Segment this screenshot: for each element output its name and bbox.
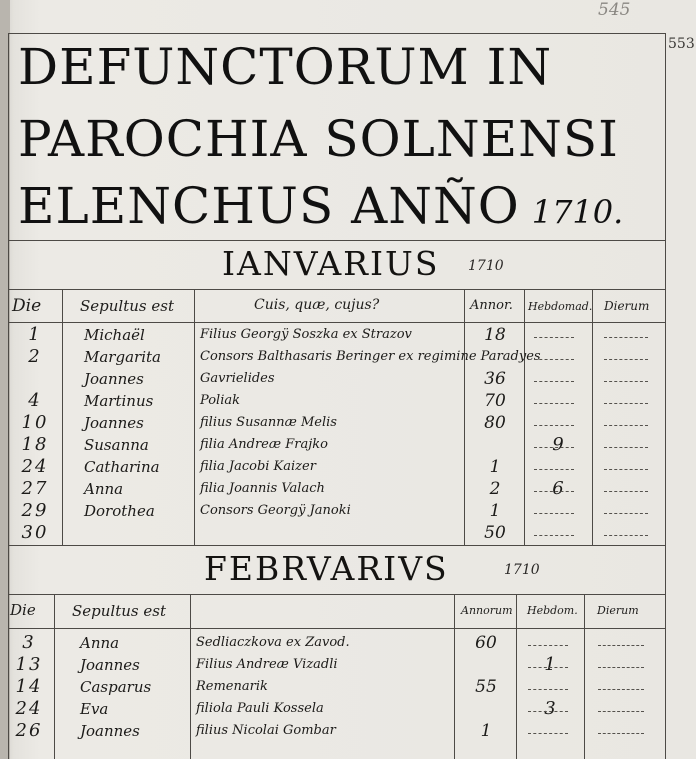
name-cell: Joannes [80,656,140,674]
table-row [0,346,696,368]
description-cell: filiola Pauli Kossela [196,701,324,716]
dash-filler [598,645,644,646]
table-row [0,390,696,412]
dash-filler [534,513,574,514]
feb-header-bottom-line [8,628,666,629]
name-cell: Casparus [80,678,152,696]
hebdomadarum-cell: 6 [552,478,564,499]
day-cell: 2 [28,346,42,367]
feb-header-sepultus: Sepultus est [72,602,166,620]
name-cell: Anna [80,634,120,652]
table-row [0,434,696,456]
dash-filler [528,645,568,646]
annorum-cell: 1 [489,457,501,477]
table-row [0,456,696,478]
name-cell: Dorothea [84,502,155,520]
description-cell: Sedliaczkova ex Zavod. [196,635,350,650]
name-cell: Eva [80,700,109,718]
dash-filler [534,447,574,448]
description-cell: Consors Balthasaris Beringer ex regimine Paradyes [200,349,541,364]
annorum-cell: 2 [489,479,501,499]
feb-header-dierum: Dierum [597,604,639,617]
name-cell: Martinus [84,392,154,410]
jan-header-cujus: Cuis, quæ, cujus? [254,297,380,313]
dash-filler [604,381,648,382]
feb-header-die: Die [10,601,36,619]
name-cell: Catharina [84,458,160,476]
annorum-cell: 55 [475,677,497,697]
name-cell: Joannes [84,414,144,432]
description-cell: Consors Georgÿ Janoki [200,503,351,518]
jan-table-bottom-line [8,545,666,546]
corner-note: 545 [598,0,631,20]
dash-filler [604,447,648,448]
day-cell: 13 [15,654,43,675]
table-row [0,478,696,500]
name-cell: Joannes [84,370,144,388]
jan-header-sepultus: Sepultus est [80,297,174,315]
dash-filler [534,337,574,338]
table-row [0,500,696,522]
dash-filler [534,425,574,426]
title-line-1: DEFUNCTORUM IN [18,38,553,96]
annorum-cell: 18 [484,325,506,345]
description-cell: filia Andreæ Frajko [200,437,328,452]
annorum-cell: 36 [484,369,506,389]
hebdomadarum-cell: 9 [552,434,564,455]
table-row [0,632,696,654]
title-line-2: PAROCHIA SOLNENSI [18,110,619,168]
dash-filler [534,469,574,470]
day-cell: 4 [28,390,42,411]
name-cell: Joannes [80,722,140,740]
dash-filler [534,403,574,404]
dash-filler [598,733,644,734]
jan-header-top-line [8,289,666,290]
dash-filler [528,667,568,668]
name-cell: Anna [84,480,124,498]
feb-header-top-line [8,594,666,595]
day-cell: 18 [21,434,49,455]
description-cell: Filius Georgÿ Soszka ex Strazov [200,327,412,342]
day-cell: 14 [15,676,43,697]
day-cell: 26 [15,720,43,741]
table-row [0,654,696,676]
dash-filler [528,733,568,734]
description-cell: filius Nicolai Gombar [196,723,336,738]
month-year-february: 1710 [504,562,540,578]
description-cell: filius Susannæ Melis [200,415,337,430]
dash-filler [534,491,574,492]
dash-filler [598,667,644,668]
annorum-cell: 60 [475,633,497,653]
jan-header-die: Die [12,296,42,316]
day-cell: 1 [28,324,42,345]
feb-header-annorum: Annorum [461,604,513,617]
table-row [0,522,696,544]
dash-filler [534,535,574,536]
description-cell: Remenarik [196,679,268,694]
day-cell: 3 [22,632,36,653]
annorum-cell: 80 [484,413,506,433]
dash-filler [528,711,568,712]
jan-header-annorum: Annor. [470,298,513,313]
month-year-january: 1710 [468,258,504,274]
jan-header-dierum: Dierum [604,299,650,313]
description-cell: filia Jacobi Kaizer [200,459,316,474]
table-row [0,698,696,720]
table-row [0,412,696,434]
dash-filler [534,359,574,360]
title-line-3 [18,177,658,241]
annorum-cell: 50 [484,523,506,543]
dash-filler [604,469,648,470]
dash-filler [604,403,648,404]
day-cell: 29 [21,500,49,521]
day-cell: 24 [21,456,49,477]
frame-top-line [8,33,666,34]
table-row [0,324,696,346]
dash-filler [598,689,644,690]
description-cell: Filius Andreæ Vizadli [196,657,338,672]
hebdomadarum-cell: 3 [544,698,556,719]
table-row [0,368,696,390]
description-cell: Poliak [200,393,240,408]
name-cell: Susanna [84,436,149,454]
month-title-january: IANVARIUS [222,244,440,283]
jan-header-hebdomadarum: Hebdomad. [528,300,593,313]
dash-filler [604,359,648,360]
day-cell: 27 [21,478,49,499]
month-title-february: FEBRVARIVS [204,549,449,588]
feb-header-hebdomadarum: Hebdom. [527,604,578,617]
dash-filler [534,381,574,382]
annorum-cell: 1 [489,501,501,521]
annorum-cell: 70 [484,391,506,411]
description-cell: filia Joannis Valach [200,481,325,496]
dash-filler [604,425,648,426]
table-row [0,720,696,742]
dash-filler [598,711,644,712]
hebdomadarum-cell: 1 [544,654,556,675]
name-cell: Michaël [84,326,145,344]
dash-filler [604,535,648,536]
title-year: 1710. [531,193,624,231]
dash-filler [528,689,568,690]
table-row [0,676,696,698]
day-cell: 24 [15,698,43,719]
title-bottom-line [8,240,666,241]
day-cell: 30 [21,522,49,543]
page-number: 553 [668,36,695,52]
description-cell: Gavrielides [200,371,275,386]
title-line-3-text: ELENCHUS ANÑO [18,177,520,235]
annorum-cell: 1 [480,721,492,741]
dash-filler [604,513,648,514]
dash-filler [604,337,648,338]
jan-header-bottom-line [8,322,666,323]
day-cell: 10 [21,412,49,433]
name-cell: Margarita [84,348,161,366]
dash-filler [604,491,648,492]
